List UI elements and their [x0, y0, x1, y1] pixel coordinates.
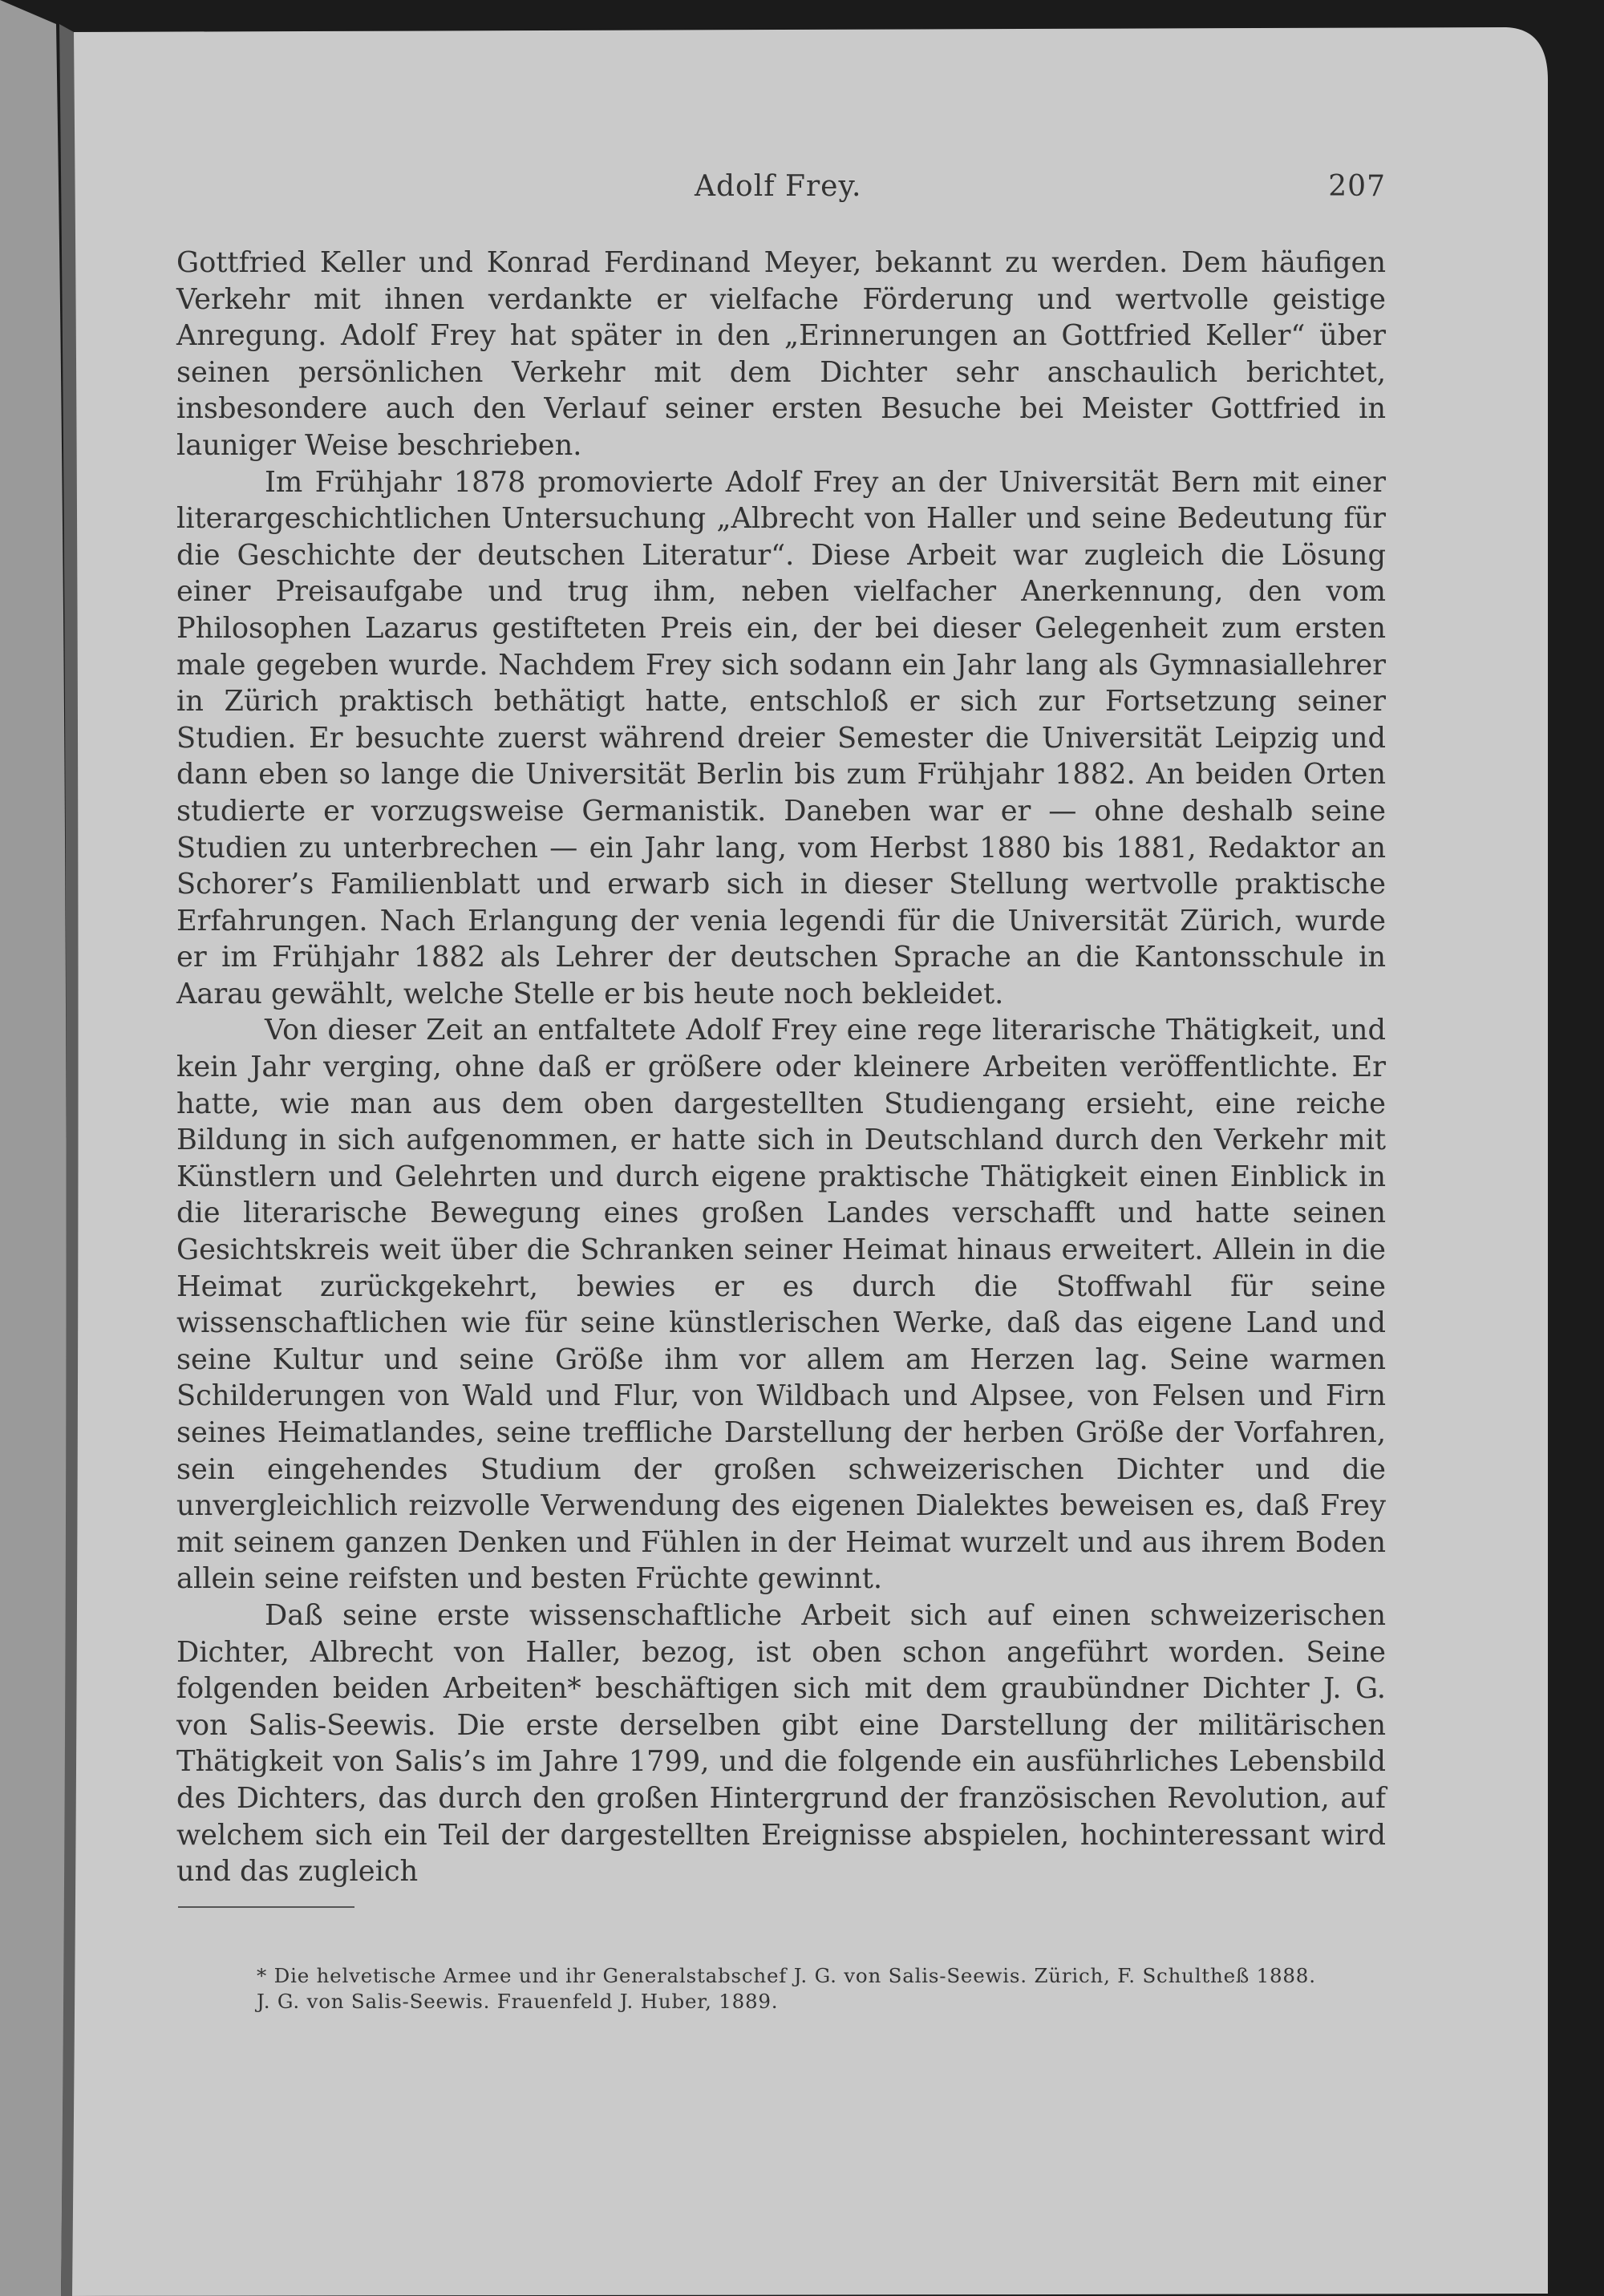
running-title: Adolf Frey. [695, 170, 862, 203]
footnotes [176, 1963, 1386, 2015]
paragraph: Daß seine erste wissenschaftliche Arbeit sich auf einen schweizerischen Dichter, Albrecht von Haller, bezog, ist oben schon angeführt worden. Seine folgenden beiden Arbeiten* beschäftigen sich mit dem graubündner Dichter J. G. von Salis-Seewis. Die erste derselben gibt eine Darstellung der militärischen Thätigkeit von Salis’s im Jahre 1799, und die folgende ein ausführliches Lebensbild des Dichters, das durch den großen Hintergrund der französischen Revolution, auf welchem sich ein Teil der dargestellten Ereignisse abspielen, hochinteressant wird und das zugleich [176, 1598, 1386, 1889]
body-text [176, 245, 1386, 1890]
running-head [69, 163, 1386, 211]
page-number: 207 [1328, 170, 1386, 203]
previous-page-edge [0, 0, 67, 2296]
footnote: J. G. von Salis-Seewis. Frauenfeld J. Huber, 1889. [257, 1990, 779, 2013]
footnote: * Die helvetische Armee und ihr Generalstabschef J. G. von Salis-Seewis. Zürich, F. Schultheß 1888. [257, 1964, 1316, 1987]
paragraph: Im Frühjahr 1878 promovierte Adolf Frey an der Universität Bern mit einer literargeschichtlichen Untersuchung „Albrecht von Haller und seine Bedeutung für die Geschichte der deutschen Literatur“. Diese Arbeit war zugleich die Lösung einer Preisaufgabe und trug ihm, neben vielfacher Anerkennung, den vom Philosophen Lazarus gestifteten Preis ein, der bei dieser Gelegenheit zum ersten male gegeben wurde. Nachdem Frey sich sodann ein Jahr lang als Gymnasiallehrer in Zürich praktisch bethätigt hatte, entschloß er sich zur Fortsetzung seiner Studien. Er besuchte zuerst während dreier Semester die Universität Leipzig und dann eben so lange die Universität Berlin bis zum Frühjahr 1882. An beiden Orten studierte er vorzugsweise Germanistik. Daneben war er — ohne deshalb seine Studien zu unterbrechen — ein Jahr lang, vom Herbst 1880 bis 1881, Redaktor an Schorer’s Familienblatt und erwarb sich in dieser Stellung wertvolle praktische Erfahrungen. Nach Erlangung der venia legendi für die Universität Zürich, wurde er im Frühjahr 1882 als Lehrer der deutschen Sprache an die Kantonsschule in Aarau gewählt, welche Stelle er bis heute noch bekleidet. [176, 465, 1386, 1010]
paragraph: Gottfried Keller und Konrad Ferdinand Meyer, bekannt zu werden. Dem häufigen Verkehr mit ihnen verdankte er vielfache Förderung und wertvolle geistige Anregung. Adolf Frey hat später in den „Erinnerungen an Gottfried Keller“ über seinen persönlichen Verkehr mit dem Dichter sehr anschaulich berichtet, insbesondere auch den Verlauf seiner ersten Besuche bei Meister Gottfried in launiger Weise beschrieben. [176, 246, 1386, 462]
book-page [69, 32, 1546, 2294]
paragraph: Von dieser Zeit an entfaltete Adolf Frey eine rege literarische Thätigkeit, und kein Jahr verging, ohne daß er größere oder kleinere Arbeiten veröffentlichte. Er hatte, wie man aus dem oben dargestellten Studiengang ersieht, eine reiche Bildung in sich aufgenommen, er hatte sich in Deutschland durch den Verkehr mit Künstlern und Gelehrten und durch eigene praktische Thätigkeit einen Einblick in die literarische Bewegung eines großen Landes verschafft und hatte seinen Gesichtskreis weit über die Schranken seiner Heimat hinaus erweitert. Allein in die Heimat zurückgekehrt, bewies er es durch die Stoffwahl für seine wissenschaftlichen wie für seine künstlerischen Werke, daß das eigene Land und seine Kultur und seine Größe ihm vor allem am Herzen lag. Seine warmen Schilderungen von Wald und Flur, von Wildbach und Alpsee, von Felsen und Firn seines Heimatlandes, seine treffliche Darstellung der herben Größe der Vorfahren, sein eingehendes Studium der großen schweizerischen Dichter und die unvergleichlich reizvolle Verwendung des eigenen Dialektes beweisen es, daß Frey mit seinem ganzen Denken und Fühlen in der Heimat wurzelt und aus ihrem Boden allein seine reifsten und besten Früchte gewinnt. [176, 1014, 1386, 1596]
footnote-rule [178, 1906, 354, 1908]
